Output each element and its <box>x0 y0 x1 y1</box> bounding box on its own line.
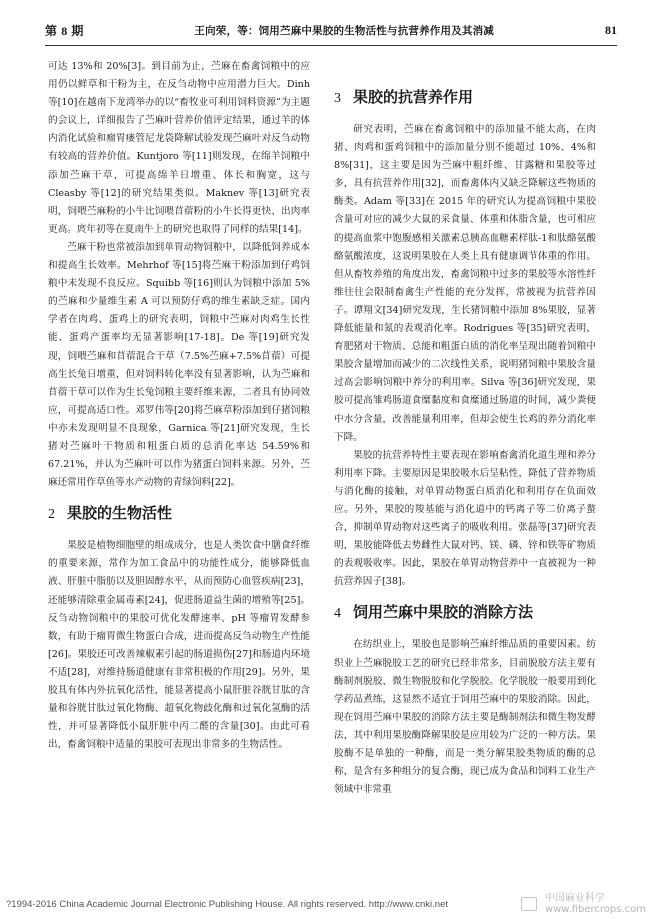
paragraph-ramie-ruminant: 可达 13%和 20%[3]。到目前为止，苎麻在畜禽饲粮中的应用仍以鲜草和干粉为主，在反刍动物中应用潜力巨大。Dinh 等[10]在越南下龙湾举办的以“畜牧业可利用饲料资源”为主题的会议上，详细报告了苎麻叶营养价值评定结果，通过羊的体内消化试验和瘤胃瘘管尼龙袋降解试验发现苎麻叶对反刍动物有较高的营养价值。Kuntjoro 等[11]则发现，在绵羊饲粮中添加苎麻干草，可提高绵羊日增重、体长和胸宽，这与 Cleasby 等[12]的研究结果类似。Maknev 等[13]研究表明，饲喂苎麻粉的小牛比饲喂苜蓿粉的小牛长得更快、出肉率更高。庹年初等在夏南牛上的研究也取得了同样的结果[14]。 <box>48 61 310 235</box>
section-heading-2 <box>48 502 310 523</box>
section-number: 2 <box>48 507 55 523</box>
paragraph-antinutritional-research: 研究表明，苎麻在畜禽饲粮中的添加量不能太高，在肉猪、肉鸡和蛋鸡饲粮中的添加量分别不能超过 10%、4%和 8%[31]，这主要是因为苎麻中粗纤维、甘露糖和果胶等过多，具有抗营养作用[32]，而畜禽体内又缺乏降解这些物质的酶类。Adam 等[33]在 2015 年的研究认为提高饲粮中果胶含量可对应的减少大鼠的采食量、体重和体脂含量，也可相应的提高血浆中饱腹感相关激素总胰高血糖素样肽-1和肽酪氨酸酪氨酸浓度，这说明果胶在人类上具有健康调节体重的作用。但从畜牧养殖的角度出发，畜禽饲粮中过多的果胶等水溶性纤维往往会限制畜禽生产性能的充分发挥，常被视为抗营养因子。谭翔文[34]研究发现，生长猪饲粮中添加 8%果胶，显著降低能量和氮的表观消化率。Rodrigues 等[35]研究表明，育肥猪对干物质、总能和粗蛋白质的消化率呈现出随着饲粮中果胶含量增加而减少的二次线性关系，说明猪饲粮中果胶含量过高会影响饲粮中养分的利用率。Silva 等[36]研究发现，果胶可提高雏鸡肠道食糜黏度和食糜通过肠道的时间，减少粪便中水分含量，改善能量利用率，但却会使生长鸡的养分消化率下降。 <box>334 124 596 443</box>
watermark-url: www.fibercrops.com <box>544 904 646 915</box>
running-header <box>45 16 617 46</box>
paragraph-pectin-bioactivity: 果胶是植物细胞壁的组成成分，也是人类饮食中膳食纤维的重要来源，常作为加工食品中的功能性成分，能够降低血液、肝脏中脂肪以及胆固醇水平，从而预防心血管疾病[23]，还能够清除重金属毒素[24]，促进肠道益生菌的增殖等[25]。反刍动物饲粮中的果胶可优化发酵速率、pH 等瘤胃发酵参数，有助于瘤胃微生物蛋白合成，进而提高反刍动物生产性能[26]。果胶还可改善辣椒素引起的肠道损伤[27]和肠道内环境不适[28]，对维持肠道健康有非常积极的作用[29]。另外，果胶具有体内外抗氧化活性，能显著提高小鼠肝脏谷胱甘肽的含量和谷胱甘肽过氧化物酶、超氧化物歧化酶和过氧化氢酶的活性，并可显著降低小鼠肝脏中丙二醛的含量[30]。由此可看出，畜禽饲粮中适量的果胶可表现出非常多的生物活性。 <box>48 540 310 751</box>
issue-label <box>45 22 83 39</box>
running-title: 王向荣，等：饲用苎麻中果胶的生物活性与抗营养作用及其消减 <box>194 25 494 37</box>
page-number: 81 <box>604 23 617 37</box>
section-heading-4 <box>334 601 596 622</box>
footer-url: http://www.cnki.net <box>368 898 448 910</box>
section-title: 果胶的抗营养作用 <box>353 88 474 106</box>
page-footer <box>6 893 646 915</box>
section-title: 饲用苎麻中果胶的消除方法 <box>353 603 534 622</box>
copyright-line <box>6 899 448 910</box>
paragraph-degumming-methods: 在纺织业上，果胶也是影响苎麻纤维品质的重要因素。纺织业上苎麻脱胶工艺的研究已经非常多，目前脱胶方法主要有酶制剂脱胶、微生物脱胶和化学脱胶。化学脱胶一般要用到化学药品煮练，这显然不适宜于饲用苎麻中的果胶消除。因此，现在饲用苎麻中果胶的消除方法主要是酶制剂法和微生物发酵法，其中利用果胶酶降解果胶是应用较为广泛的一种方法。果胶酶不是单独的一种酶，而是一类分解果胶类物质的酶的总称，是含有多种组分的复合酶，现已成为食品和饲料工业生产领域中非常重 <box>334 639 596 796</box>
issue-suffix: 期 <box>71 24 84 38</box>
watermark-name: 中国麻业科学 <box>544 893 605 904</box>
copyright-text: ?1994-2016 China Academic Journal Electronic Publishing House. All rights reserved. <box>6 898 367 910</box>
left-column <box>48 58 310 754</box>
right-column <box>334 58 596 799</box>
section-number: 4 <box>334 606 341 622</box>
section-number: 3 <box>334 91 341 106</box>
watermark-logo-icon <box>521 897 537 911</box>
paragraph-antinutritional-mechanism: 果胶的抗营养特性主要表现在影响畜禽消化道生理和养分利用率下降。主要原因是果胶吸水后呈粘性，降低了营养物质与消化酶的接触，对单胃动物蛋白质消化和利用存在负面效应。另外，果胶的羧基能与消化道中的钙离子等二价离子螯合，抑制单胃动物对这些离子的吸收利用。张磊等[37]研究表明，果胶能降低去势雌性大鼠对钙、镁、磷、锌和铁等矿物质的表观吸收率。因此，果胶在单胃动物营养中一直被视为一种抗营养因子[38]。 <box>334 449 596 588</box>
watermark <box>521 893 646 915</box>
issue-prefix: 第 <box>45 24 58 38</box>
section-title: 果胶的生物活性 <box>67 504 173 523</box>
section-heading-3 <box>334 86 596 107</box>
issue-number: 8 <box>61 24 68 38</box>
paragraph-ramie-monogastric: 苎麻干粉也常被添加到单胃动物饲粮中，以降低饲养成本和提高生长效率。Mehrhof 等[15]将苎麻干粉添加到仔鸡饲粮中未发现不良反应。Squibb 等[16]则认为饲粮中添加 5%的苎麻和少量维生素 A 可以预防仔鸡的维生素缺乏症。国内学者在肉鸡、蛋鸡上的研究表明，饲粮中苎麻对肉鸡生长性能、蛋鸡产蛋率均无显著影响[17-18]。De 等[19]研究发现，饲喂苎麻和苜蓿混合干草（7.5%苎麻+7.5%苜蓿）可提高生长兔日增重，但对饲料转化率没有显著影响，认为苎麻和苜蓿干草可以作为生长兔饲粮主要纤维来源，二者具有协同效应，可提高适口性。邓罗伟等[20]将苎麻草粉添加到仔猪饲粮中亦未发现明显不良现象，Garnica 等[21]研究发现，生长猪对苎麻叶干物质和粗蛋白质的总消化率达 54.59%和 67.21%，并认为苎麻叶可以作为猪蛋白饲料来源。另外，苎麻还常用作草鱼等水产动物的青绿饲料[22]。 <box>48 241 310 489</box>
